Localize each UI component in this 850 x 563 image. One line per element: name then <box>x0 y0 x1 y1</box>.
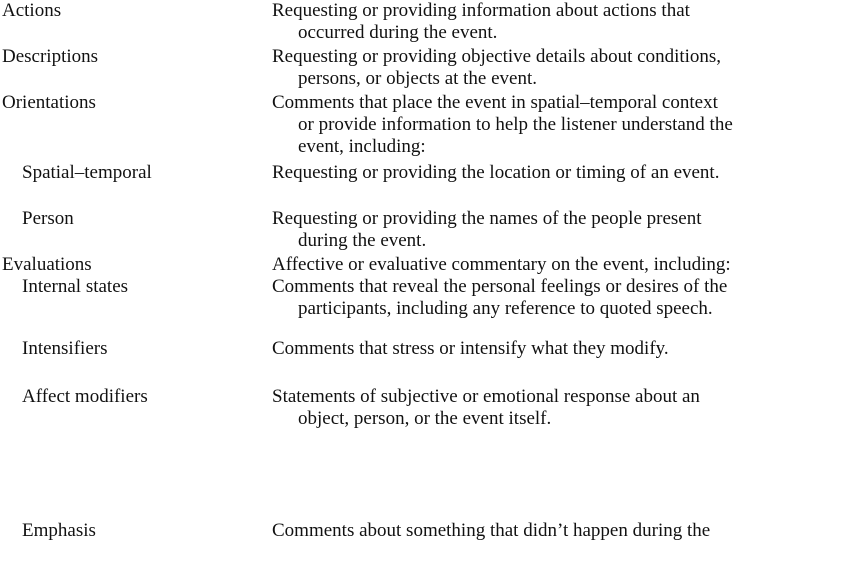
term-actions: Actions <box>2 0 62 21</box>
term-descriptions: Descriptions <box>2 46 99 67</box>
definition-line: occurred during the event. <box>298 22 498 43</box>
definition-line: persons, or objects at the event. <box>298 68 538 89</box>
term-intensifiers: Intensifiers <box>22 338 108 359</box>
definition-line: or provide information to help the listener understand the <box>298 114 733 135</box>
definition-evaluations <box>272 254 850 276</box>
term-orientations: Orientations <box>2 92 96 113</box>
definition-spatial-temporal <box>272 162 850 184</box>
term-evaluations: Evaluations <box>2 254 92 275</box>
definition-line: participants, including any reference to quoted speech. <box>298 298 713 319</box>
definition-line: Requesting or providing the names of the people present <box>272 208 702 229</box>
definition-line: Requesting or providing the location or timing of an event. <box>272 162 720 183</box>
definition-line: during the event. <box>298 230 427 251</box>
definition-line: Statements of subjective or emotional response about an <box>272 386 700 407</box>
definition-descriptions <box>272 46 850 90</box>
term-emphasis: Emphasis <box>22 520 96 541</box>
definition-intensifiers <box>272 338 850 360</box>
definition-actions <box>272 0 850 44</box>
definition-affect-modifiers <box>272 386 850 430</box>
definition-line: Comments that reveal the personal feelings or desires of the <box>272 276 728 297</box>
definition-line: Comments about something that didn’t happen during the <box>272 520 711 541</box>
definition-orientations <box>272 92 850 158</box>
definition-line: Comments that stress or intensify what they modify. <box>272 338 669 359</box>
definition-line: Requesting or providing information about actions that <box>272 0 690 21</box>
definition-line: object, person, or the event itself. <box>298 408 552 429</box>
definition-person <box>272 208 850 252</box>
term-person: Person <box>22 208 74 229</box>
term-spatial-temporal: Spatial–temporal <box>22 162 152 183</box>
definition-internal-states <box>272 276 850 320</box>
definition-line: Comments that place the event in spatial–temporal context <box>272 92 718 113</box>
term-internal-states: Internal states <box>22 276 129 297</box>
definition-line: Affective or evaluative commentary on the event, including: <box>272 254 731 275</box>
definition-line: event, including: <box>298 136 426 157</box>
definition-emphasis <box>272 520 850 542</box>
term-affect-modifiers: Affect modifiers <box>22 386 148 407</box>
definition-line: Requesting or providing objective details about conditions, <box>272 46 722 67</box>
